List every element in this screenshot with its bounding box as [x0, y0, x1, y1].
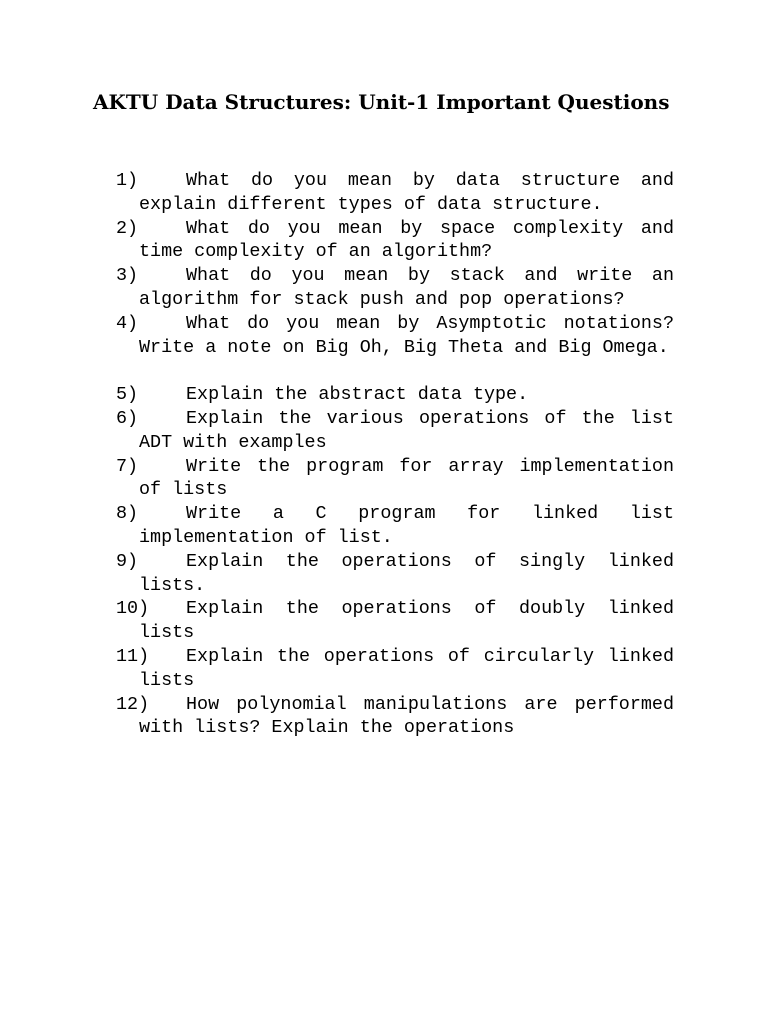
question-number: 3) — [116, 265, 139, 287]
question-text: Write a C program for linked list implementation of list. — [139, 503, 674, 548]
list-item — [116, 217, 674, 265]
question-text: What do you mean by data structure and explain different types of data structure. — [139, 170, 674, 215]
question-text: Explain the various operations of the list ADT with examples — [139, 407, 674, 453]
list-item — [116, 550, 674, 598]
question-text: Explain the operations of singly linked lists. — [139, 550, 674, 596]
list-item — [116, 455, 674, 503]
question-number: 11) — [116, 645, 150, 667]
list-item — [116, 693, 674, 741]
question-text: How polynomial manipulations are performed with lists? Explain the operations — [139, 693, 674, 739]
question-number: 1) — [116, 170, 139, 191]
question-text: Explain the operations of doubly linked lists — [139, 598, 674, 644]
question-number: 6) — [116, 407, 139, 429]
list-item — [116, 312, 674, 360]
list-item — [116, 407, 674, 455]
question-number: 10) — [116, 598, 150, 620]
question-number: 9) — [116, 550, 139, 572]
list-item — [116, 597, 674, 645]
question-text: Write the program for array implementation of lists — [139, 455, 674, 501]
question-number: 12) — [116, 693, 150, 715]
list-item — [116, 645, 674, 693]
question-text: Explain the operations of circularly linked lists — [139, 645, 674, 691]
question-text: Explain the abstract data type. — [186, 384, 529, 406]
question-number: 5) — [116, 384, 139, 406]
page-title: AKTU Data Structures: Unit-1 Important Questions — [93, 90, 670, 114]
list-item — [116, 383, 674, 407]
question-text: What do you mean by stack and write an algorithm for stack push and pop operations? — [139, 265, 674, 310]
list-item — [116, 502, 674, 550]
question-number: 7) — [116, 455, 139, 477]
question-number: 8) — [116, 503, 139, 525]
question-number: 2) — [116, 217, 139, 239]
question-text: What do you mean by Asymptotic notations? Write a note on Big Oh, Big Theta and Big Omega. — [139, 312, 674, 358]
question-list — [116, 169, 674, 740]
list-item — [116, 169, 674, 217]
question-number: 4) — [116, 312, 139, 334]
list-item — [116, 264, 674, 312]
question-text: What do you mean by space complexity and time complexity of an algorithm? — [139, 217, 674, 263]
